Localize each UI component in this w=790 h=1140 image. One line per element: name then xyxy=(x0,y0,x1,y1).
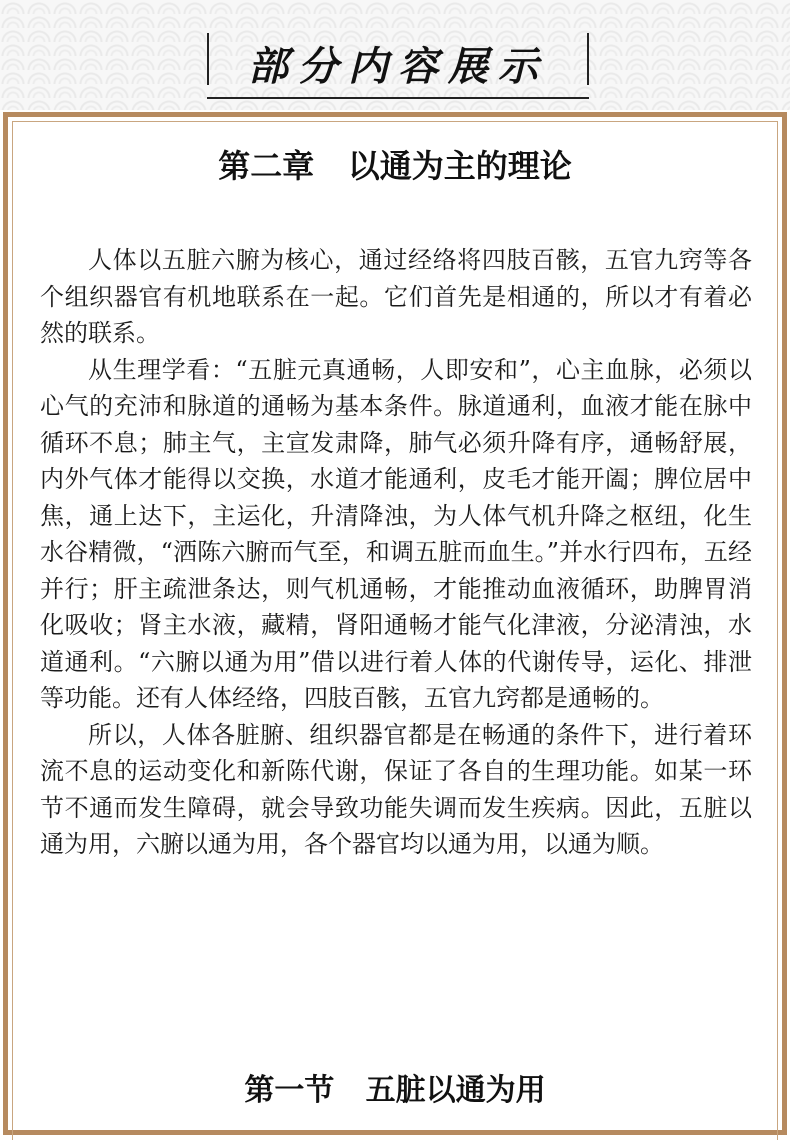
paragraph-1: 人体以五脏六腑为核心，通过经络将四肢百骸，五官九窍等各个组织器官有机地联系在一起。它们首先是相通的，所以才有着必然的联系。 xyxy=(40,246,752,347)
banner-frame xyxy=(207,33,589,90)
banner-background xyxy=(0,0,790,110)
banner-title: 部分内容展示 xyxy=(248,43,548,90)
content-frame xyxy=(3,112,787,1135)
chapter-title: 第二章 以通为主的理论 xyxy=(218,147,572,185)
paragraph-3: 所以，人体各脏腑、组织器官都是在畅通的条件下，进行着环流不息的运动变化和新陈代谢，保证了各自的生理功能。如某一环节不通而发生障碍，就会导致功能失调而发生疾病。因此，五脏以通为用，六腑以通为用，各个器官均以通为用，以通为顺。 xyxy=(40,720,752,858)
body-text xyxy=(40,242,752,863)
section-title: 第一节 五脏以通为用 xyxy=(244,1073,546,1108)
paragraph-2: 从生理学看：“五脏元真通畅，人即安和”，心主血脉，必须以心气的充沛和脉道的通畅为基本条件。脉道通利，血液才能在脉中循环不息；肺主气，主宣发肃降，肺气必须升降有序，通畅舒展，内外气体才能得以交换，水道才能通利，皮毛才能开阖；脾位居中焦，通上达下，主运化，升清降浊，为人体气机升降之枢纽，化生水谷精微，“洒陈六腑而气至，和调五脏而血生。”并水行四布，五经并行；肝主疏泄条达，则气机通畅，才能推动血液循环，助脾胃消化吸收；肾主水液，藏精，肾阳通畅才能气化津液，分泌清浊，水道通利。“六腑以通为用”借以进行着人体的代谢传导，运化、排泄等功能。还有人体经络，四肢百骸，五官九窍都是通畅的。 xyxy=(40,355,752,712)
